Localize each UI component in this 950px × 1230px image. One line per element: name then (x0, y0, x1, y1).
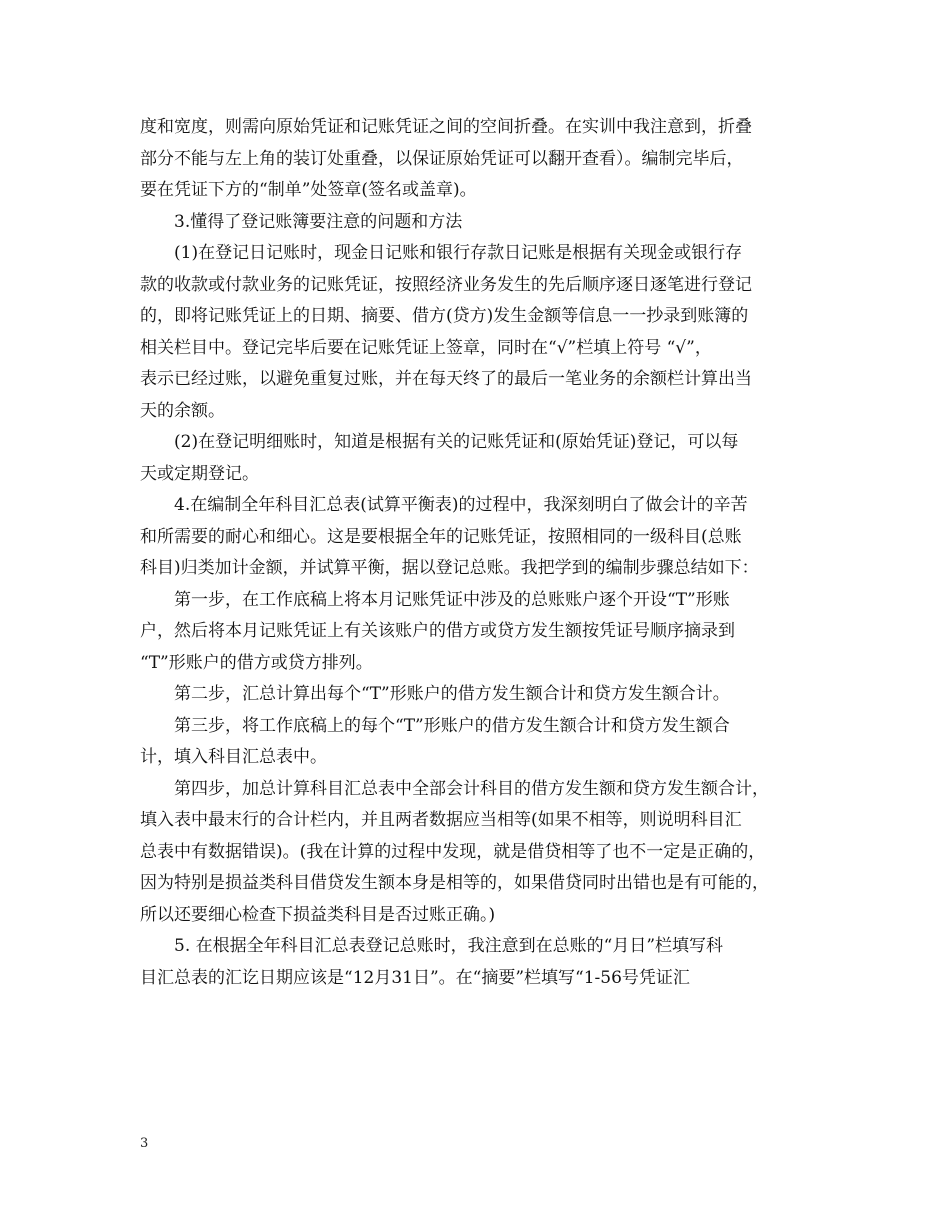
text-line: 相关栏目中。登记完毕后要在记账凭证上签章，同时在“√”栏填上符号 “√”， (140, 337, 712, 358)
text-line: 第二步，汇总计算出每个“T”形账户的借方发生额合计和贷方发生额合计。 (174, 684, 730, 704)
text-line: 科目)归类加计金额，并试算平衡，据以登记总账。我把学到的编制步骤总结如下： (140, 558, 759, 578)
text-line: 因为特别是损益类科目借贷发生额本身是相等的，如果借贷同时出错也是有可能的， (140, 873, 769, 893)
text-line: 天或定期登记。 (140, 463, 259, 484)
document-body (140, 112, 830, 994)
text-line: 第三步，将工作底稿上的每个“T”形账户的借方发生额合计和贷方发生额合 (174, 715, 730, 736)
paragraph (140, 679, 830, 711)
text-line: 3.懂得了登记账簿要注意的问题和方法 (174, 211, 463, 232)
text-line: 表示已经过账，以避免重复过账，并在每天终了的最后一笔业务的余额栏计算出当 (140, 369, 752, 389)
paragraph (140, 427, 830, 490)
paragraph (140, 774, 830, 932)
text-line: 目汇总表的汇讫日期应该是“12月31日”。在“摘要”栏填写“1-56号凭证汇 (140, 967, 690, 988)
text-line: 总表中有数据错误)。(我在计算的过程中发现，就是借贷相等了也不一定是正确的， (140, 841, 766, 862)
paragraph (140, 207, 830, 239)
text-line: 和所需要的耐心和细心。这是要根据全年的记账凭证，按照相同的一级科目(总账 (140, 526, 742, 547)
text-line: 所以还要细心检查下损益类科目是否过账正确。) (140, 904, 496, 925)
text-line: “T”形账户的借方或贷方排列。 (140, 652, 373, 673)
text-line: 度和宽度，则需向原始凭证和记账凭证之间的空间折叠。在实训中我注意到，折叠 (140, 117, 752, 137)
page-number: 3 (140, 1136, 149, 1151)
text-line: 要在凭证下方的“制单”处签章(签名或盖章)。 (140, 180, 477, 200)
text-line: 的，即将记账凭证上的日期、摘要、借方(贷方)发生金额等信息一一抄录到账簿的 (140, 306, 749, 326)
text-line: 第四步，加总计算科目汇总表中全部会计科目的借方发生额和贷方发生额合计， (174, 778, 769, 799)
text-line: (1)在登记日记账时，现金日记账和银行存款日记账是根据有关现金或银行存 (174, 243, 743, 263)
text-line: 4.在编制全年科目汇总表(试算平衡表)的过程中，我深刻明白了做会计的辛苦 (174, 495, 748, 515)
paragraph (140, 112, 830, 207)
text-line: (2)在登记明细账时，知道是根据有关的记账凭证和(原始凭证)登记，可以每 (174, 432, 739, 452)
text-line: 填入表中最末行的合计栏内，并且两者数据应当相等(如果不相等，则说明科目汇 (140, 810, 742, 830)
paragraph (140, 711, 830, 774)
paragraph (140, 238, 830, 427)
text-line: 第一步，在工作底稿上将本月记账凭证中涉及的总账账户逐个开设“T”形账 (174, 589, 730, 610)
text-line: 计，填入科目汇总表中。 (140, 747, 327, 767)
text-line: 部分不能与左上角的装订处重叠，以保证原始凭证可以翻开查看）。编制完毕后， (140, 148, 744, 169)
text-line: 5. 在根据全年科目汇总表登记总账时，我注意到在总账的“月日”栏填写科 (174, 936, 724, 956)
paragraph (140, 931, 830, 994)
text-line: 天的余额。 (140, 400, 225, 421)
text-line: 款的收款或付款业务的记账凭证，按照经济业务发生的先后顺序逐日逐笔进行登记 (140, 274, 752, 295)
text-line: 户，然后将本月记账凭证上有关该账户的借方或贷方发生额按凭证号顺序摘录到 (140, 621, 735, 641)
paragraph (140, 585, 830, 680)
paragraph (140, 490, 830, 585)
